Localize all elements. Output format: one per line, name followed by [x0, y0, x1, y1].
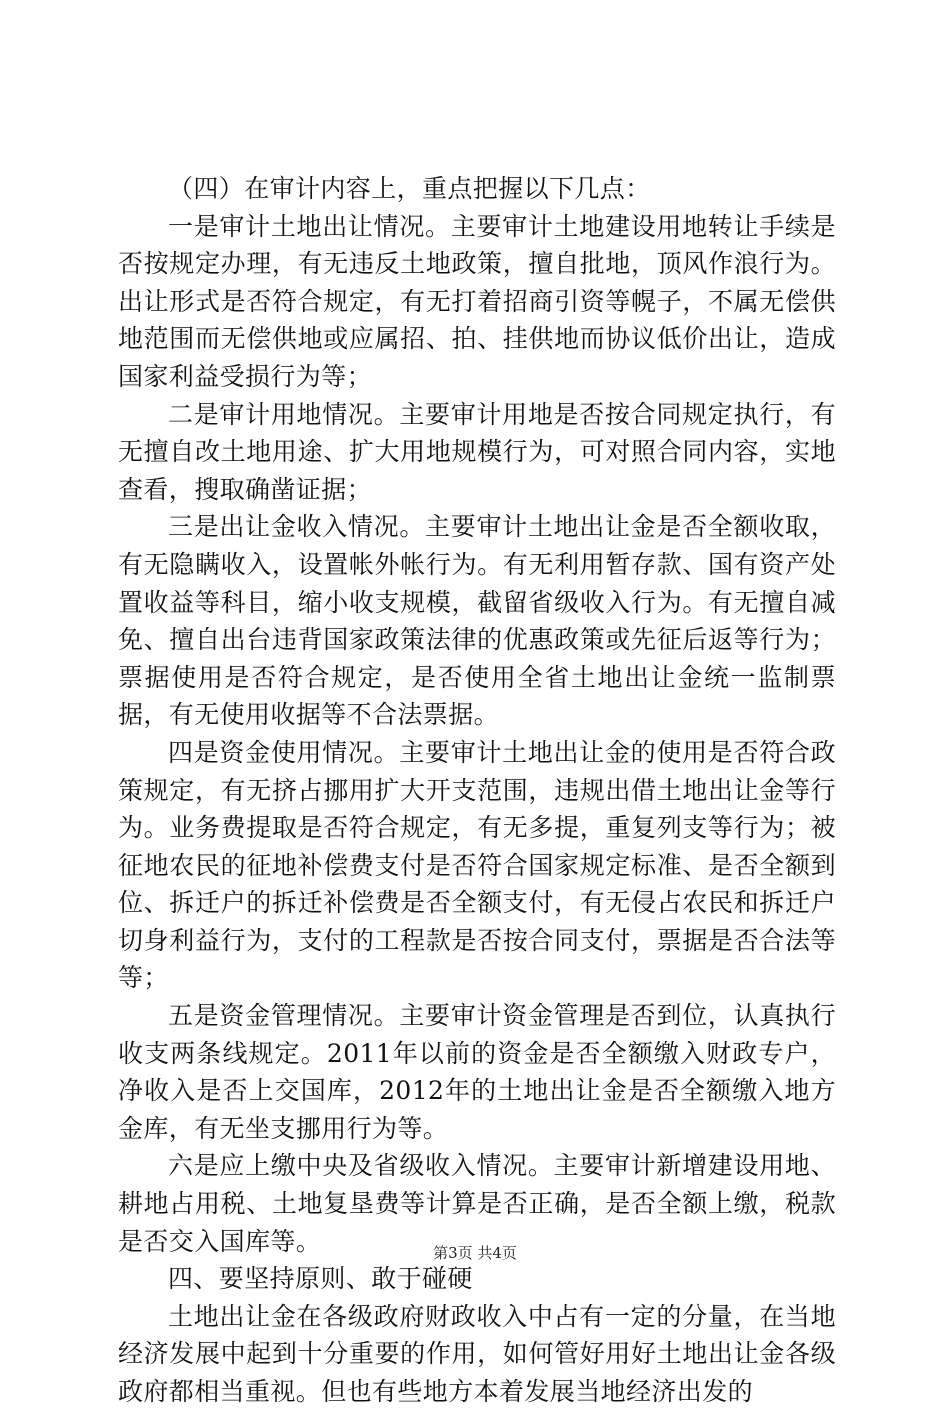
paragraph-transfer-revenue: 三是出让金收入情况。主要审计土地出让金是否全额收取，有无隐瞒收入，设置帐外帐行为。有无利用暂存款、国有资产处置收益等科目，缩小收支规模，截留省级收入行为。有无擅自减免、擅自出台违背国家政策法律的优惠政策或先征后返等行为；票据使用是否符合规定，是否使用全省土地出让金统一监制票据，有无使用收据等不合法票据。 [118, 512, 836, 730]
section-heading-principles: 四、要坚持原则、敢于碰硬 [168, 1264, 473, 1294]
paragraph-central-provincial-revenue: 六是应上缴中央及省级收入情况。主要审计新增建设用地、耕地占用税、土地复垦费等计算是否正确，是否全额上缴，税款是否交入国库等。 [118, 1151, 836, 1256]
paragraph-land-use-audit: 二是审计用地情况。主要审计用地是否按合同规定执行，有无擅自改土地用途、扩大用地规模行为，可对照合同内容，实地查看，搜取确凿证据； [118, 399, 836, 504]
paragraph-land-transfer-audit: 一是审计土地出让情况。主要审计土地建设用地转让手续是否按规定办理，有无违反土地政策，擅自批地，顶风作浪行为。出让形式是否符合规定，有无打着招商引资等幌子，不属无偿供地范围而无偿供地或应属招、拍、挂供地而协议低价出让，造成国家利益受损行为等； [118, 211, 836, 391]
paragraph-land-revenue-importance: 土地出让金在各级政府财政收入中占有一定的分量，在当地经济发展中起到十分重要的作用，如何管好用好土地出让金各级政府都相当重视。但也有些地方本着发展当地经济出发的 [118, 1301, 836, 1406]
page-footer: 第3页 共4页 [433, 1244, 517, 1262]
paragraph-fund-usage: 四是资金使用情况。主要审计土地出让金的使用是否符合政策规定，有无挤占挪用扩大开支范围，违规出借土地出让金等行为。业务费提取是否符合规定，有无多提，重复列支等行为；被征地农民的征地补偿费支付是否符合国家规定标准、是否全额到位、拆迁户的拆迁补偿费是否全额支付，有无侵占农民和拆迁户切身利益行为，支付的工程款是否按合同支付，票据是否合法等等； [118, 737, 836, 993]
paragraph-section-heading-4: （四）在审计内容上，重点把握以下几点： [168, 174, 651, 203]
paragraph-fund-management: 五是资金管理情况。主要审计资金管理是否到位，认真执行收支两条线规定。2011年以前的资金是否全额缴入财政专户，净收入是否上交国库，2012年的土地出让金是否全额缴入地方金库，有无坐支挪用行为等。 [118, 1001, 836, 1143]
document-body [118, 170, 836, 1411]
